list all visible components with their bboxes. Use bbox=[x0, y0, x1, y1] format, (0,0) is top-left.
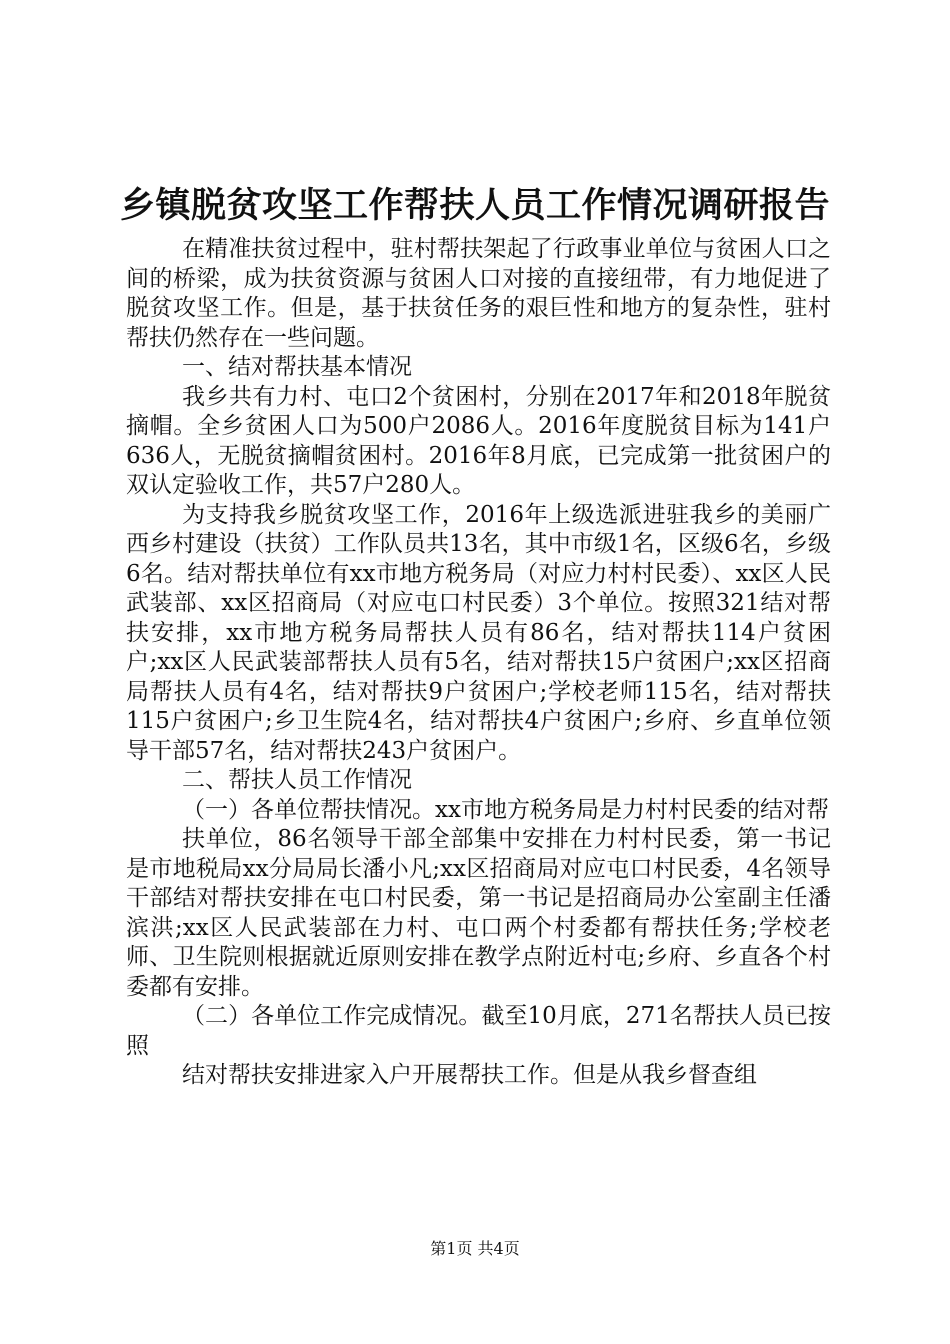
document-title: 乡镇脱贫攻坚工作帮扶人员工作情况调研报告 bbox=[119, 186, 830, 226]
paragraph-work-completion: 结对帮扶安排进家入户开展帮扶工作。但是从我乡督查组 bbox=[182, 1062, 757, 1088]
paragraph-basic-situation: 我乡共有力村、屯口2个贫困村，分别在2017年和2018年脱贫摘帽。全乡贫困人口为500户2086人。2016年度脱贫目标为141户636人，无脱贫摘帽贫困村。2016年8月底，已完成第一批贫困户的双认定验收工作，共57户280人。 bbox=[126, 383, 831, 498]
subsection-heading-2: （二）各单位工作完成情况。截至10月底，271名帮扶人员已按照 bbox=[126, 1003, 831, 1059]
page-footer: 第1页 共4页 bbox=[430, 1239, 520, 1258]
paragraph-support-work: 为支持我乡脱贫攻坚工作，2016年上级选派进驻我乡的美丽广西乡村建设（扶贫）工作队员共13名，其中市级1名，区级6名，乡级6名。结对帮扶单位有xx市地方税务局（对应力村村民委）、xx区人民武装部、xx区招商局（对应屯口村民委）3个单位。按照321结对帮扶安排，xx市地方税务局帮扶人员有86名，结对帮扶114户贫困户;xx区人民武装部帮扶人员有5名，结对帮扶15户贫困户;xx区招商局帮扶人员有4名，结对帮扶9户贫困户;学校老师115名，结对帮扶115户贫困户;乡卫生院4名，结对帮扶4户贫困户;乡府、乡直单位领导干部57名，结对帮扶243户贫困户。 bbox=[126, 501, 831, 764]
document-body bbox=[126, 235, 831, 1091]
paragraph-unit-assistance: 扶单位，86名领导干部全部集中安排在力村村民委，第一书记是市地税局xx分局局长潘小凡;xx区招商局对应屯口村民委，4名领导干部结对帮扶安排在屯口村民委，第一书记是招商局办公室副主任潘滨洪;xx区人民武装部在力村、屯口两个村委都有帮扶任务;学校老师、卫生院则根据就近原则安排在教学点附近村屯;乡府、乡直各个村委都有安排。 bbox=[126, 826, 831, 1000]
subsection-heading-1: （一）各单位帮扶情况。xx市地方税务局是力村村民委的结对帮 bbox=[182, 796, 829, 823]
section-heading-1: 一、结对帮扶基本情况 bbox=[182, 354, 412, 380]
intro-paragraph: 在精准扶贫过程中，驻村帮扶架起了行政事业单位与贫困人口之间的桥梁，成为扶贫资源与贫困人口对接的直接纽带，有力地促进了脱贫攻坚工作。但是，基于扶贫任务的艰巨性和地方的复杂性，驻村帮扶仍然存在一些问题。 bbox=[126, 236, 831, 351]
section-heading-2: 二、帮扶人员工作情况 bbox=[182, 767, 412, 793]
